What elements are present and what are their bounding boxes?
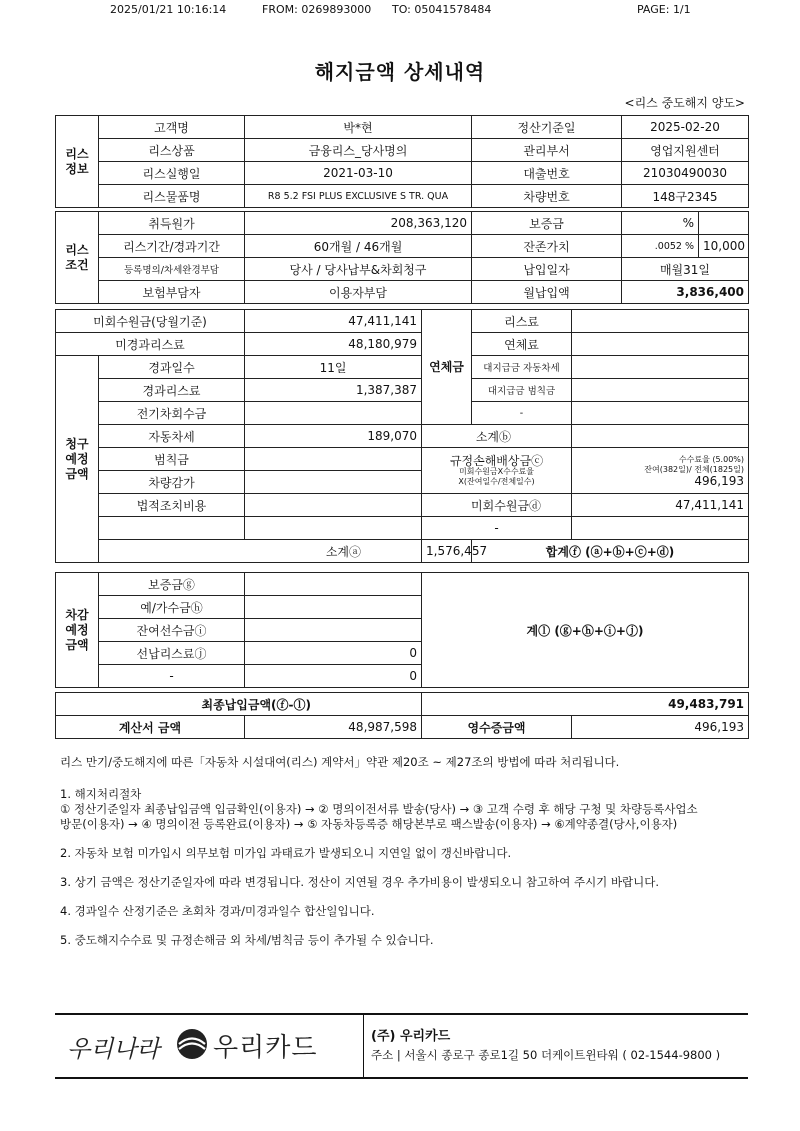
exec-date-value: 2021-03-10	[245, 162, 472, 185]
loan-number-label: 대출번호	[472, 162, 622, 185]
deduct-deposit-value	[245, 573, 422, 596]
penalty-note-1: 미회수원금X수수료율	[458, 466, 535, 476]
footer-divider	[363, 1015, 364, 1077]
claims-section: 청구예정금액	[56, 356, 99, 563]
note-2: 2. 자동차 보험 미가입시 의무보험 미가입 과태료가 발생되오니 지연일 없이 갱신바랍니다.	[60, 846, 512, 860]
fax-to: TO: 05041578484	[392, 3, 492, 16]
overdue-section: 연체금	[422, 310, 472, 425]
invoice-amount-label: 계산서 금액	[56, 716, 245, 739]
prepaid-value	[245, 619, 422, 642]
note-4: 4. 경과일수 산정기준은 초회차 경과/미경과일수 합산일입니다.	[60, 904, 375, 918]
prepaid-label: 잔여선수금ⓘ	[99, 619, 245, 642]
period-label: 리스기간/경과기간	[99, 235, 245, 258]
lease-terms-table	[55, 211, 749, 304]
prev-collect-value	[245, 402, 422, 425]
claims-subtotal-label: 소계ⓐ	[99, 540, 422, 563]
dept-label: 관리부서	[472, 139, 622, 162]
final-amount-label: 최종납입금액(ⓕ-ⓛ)	[56, 693, 422, 716]
unelapsed-label: 미경과리스료	[56, 333, 245, 356]
sub-car-tax-value	[572, 356, 749, 379]
fine-value	[245, 448, 422, 471]
sub-fine-label: 대지급금 범칙금	[472, 379, 572, 402]
penalty-label: 규정손해배상금ⓒ	[449, 453, 544, 468]
exec-date-label: 리스실행일	[99, 162, 245, 185]
unelapsed-value: 48,180,979	[245, 333, 422, 356]
receipt-amount-value: 496,193	[572, 716, 749, 739]
document-title: 해지금액 상세내역	[314, 60, 486, 84]
footer	[55, 1013, 748, 1079]
deduction-section: 차감예정금액	[56, 573, 99, 688]
item-value: R8 5.2 FSI PLUS EXCLUSIVE S TR. QUA	[245, 185, 472, 208]
logo-script: 우리나라	[67, 1035, 160, 1063]
claims-table	[55, 309, 749, 563]
penalty-value-cell	[572, 448, 749, 494]
product-label: 리스상품	[99, 139, 245, 162]
overdue-subtotal-value	[572, 425, 749, 448]
days-label: 경과일수	[99, 356, 245, 379]
legal-cost-value	[245, 494, 422, 517]
acq-cost-value: 208,363,120	[245, 212, 472, 235]
note-1-line-1: ① 정산기준일자 최종납입금액 입금확인(이용자) → ② 명의이전서류 발송(당사) → ③ 고객 수령 후 해당 구청 및 차량등록사업소	[60, 802, 698, 816]
car-tax-label: 자동차세	[99, 425, 245, 448]
depreciation-value	[245, 471, 422, 494]
penalty-rate: 수수료율 (5.00%)	[678, 454, 745, 464]
overdue-subtotal-label: 소계ⓑ	[422, 425, 572, 448]
registration-label: 등록명의/차세완경부담	[99, 258, 245, 281]
advance-lease-label: 선납리스료ⓙ	[99, 642, 245, 665]
depreciation-label: 차량감가	[99, 471, 245, 494]
note-1-title: 1. 해지처리절차	[60, 787, 142, 801]
fax-from: FROM: 0269893000	[262, 3, 372, 16]
overdue-dash-value	[572, 402, 749, 425]
monthly-payment-label: 월납입액	[472, 281, 622, 304]
receipt-amount-label: 영수증금액	[422, 716, 572, 739]
car-tax-value: 189,070	[245, 425, 422, 448]
overdue-unrecovered-label: 미회수원금ⓓ	[422, 494, 572, 517]
company-name: (주) 우리카드	[371, 1029, 451, 1044]
residual-label: 잔존가치	[472, 235, 622, 258]
temp-receipt-value	[245, 596, 422, 619]
deduct-dash-value: 0	[245, 665, 422, 688]
note-1-line-2: 방문(이용자) → ④ 명의이전 등록완료(이용자) → ⑤ 자동차등록증 해당본부로 팩스발송(이용자) → ⑥계약종결(당사,이용자)	[60, 817, 678, 831]
penalty-days: 잔여(382일)/ 전체(1825일)	[644, 464, 745, 474]
overdue-unrecovered-value: 47,411,141	[572, 494, 749, 517]
fine-label: 범칙금	[99, 448, 245, 471]
sub-car-tax-label: 대지급금 자동차세	[472, 356, 572, 379]
item-label: 리스물품명	[99, 185, 245, 208]
registration-value: 당사 / 당사납부&차회청구	[245, 258, 472, 281]
sub-fine-value	[572, 379, 749, 402]
deposit-label: 보증금	[472, 212, 622, 235]
invoice-amount-value: 48,987,598	[245, 716, 422, 739]
deduct-dash-label: -	[99, 665, 245, 688]
final-table	[55, 692, 749, 739]
lease-info-table	[55, 115, 749, 208]
pay-date-label: 납입일자	[472, 258, 622, 281]
unrecovered-value: 47,411,141	[245, 310, 422, 333]
lease-info-section: 리스정보	[56, 116, 99, 208]
woori-logo-icon	[175, 1027, 209, 1061]
overdue-fee-value	[572, 333, 749, 356]
fax-page: PAGE: 1/1	[637, 3, 691, 16]
plate-label: 차량번호	[472, 185, 622, 208]
days-value: 11일	[245, 356, 422, 379]
overdue-lease-fee-label: 리스료	[472, 310, 572, 333]
claims-subtotal-value: 1,576,457	[422, 540, 472, 563]
legal-cost-label: 법적조치비용	[99, 494, 245, 517]
deposit-pct: %	[622, 212, 699, 235]
deduction-table	[55, 572, 749, 688]
prev-collect-label: 전기차회수금	[99, 402, 245, 425]
document-subtitle: <리스 중도해지 양도>	[624, 96, 745, 110]
customer-label: 고객명	[99, 116, 245, 139]
monthly-payment-value: 3,836,400	[622, 281, 749, 304]
period-value: 60개월 / 46개월	[245, 235, 472, 258]
insurance-label: 보험부담자	[99, 281, 245, 304]
loan-number-value: 21030490030	[622, 162, 749, 185]
company-address: 주소 | 서울시 종로구 종로1길 50 더케이트윈타워 ( 02-1544-9800 )	[371, 1048, 721, 1062]
note-5: 5. 중도해지수수료 및 규정손해금 외 차세/범칙금 등이 추가될 수 있습니다.	[60, 933, 434, 947]
penalty-note-2: X(잔여일수/전체일수)	[458, 476, 535, 486]
blank-value	[245, 517, 422, 540]
residual-pct: .0052 %	[622, 235, 699, 258]
temp-receipt-label: 예/가수금ⓗ	[99, 596, 245, 619]
overdue-lease-fee-value	[572, 310, 749, 333]
deposit-value	[699, 212, 749, 235]
elapsed-fee-label: 경과리스료	[99, 379, 245, 402]
final-amount-value: 49,483,791	[422, 693, 749, 716]
notes-intro: 리스 만기/중도해지에 따른「자동차 시설대여(리스) 계약서」약관 제20조 ~ 제27조의 방법에 따라 처리됩니다.	[60, 755, 620, 769]
residual-value: 10,000	[699, 235, 749, 258]
dept-value: 영업지원센터	[622, 139, 749, 162]
fax-datetime: 2025/01/21 10:16:14	[110, 3, 227, 16]
note-3: 3. 상기 금액은 정산기준일자에 따라 변경됩니다. 정산이 지연될 경우 추가비용이 발생되오니 참고하여 주시기 바랍니다.	[60, 875, 660, 889]
deduct-deposit-label: 보증금ⓖ	[99, 573, 245, 596]
penalty-cell	[422, 448, 572, 494]
grand-total-label: 합계ⓕ (ⓐ+ⓑ+ⓒ+ⓓ)	[472, 540, 749, 563]
insurance-value: 이용자부담	[245, 281, 472, 304]
elapsed-fee-value: 1,387,387	[245, 379, 422, 402]
overdue-dash: -	[472, 402, 572, 425]
logo-text: 우리카드	[213, 1033, 318, 1063]
advance-lease-value: 0	[245, 642, 422, 665]
lease-terms-section: 리스조건	[56, 212, 99, 304]
acq-cost-label: 취득원가	[99, 212, 245, 235]
deduction-total-label: 계ⓛ (ⓖ+ⓗ+ⓘ+ⓙ)	[422, 573, 749, 688]
plate-value: 148구2345	[622, 185, 749, 208]
unrecovered-label: 미회수원금(당월기준)	[56, 310, 245, 333]
overdue-dash-2: -	[422, 517, 572, 540]
blank-label	[99, 517, 245, 540]
pay-date-value: 매월31일	[622, 258, 749, 281]
settle-date-label: 정산기준일	[472, 116, 622, 139]
product-value: 금융리스_당사명의	[245, 139, 472, 162]
customer-value: 박*현	[245, 116, 472, 139]
penalty-value: 496,193	[694, 473, 745, 488]
settle-date-value: 2025-02-20	[622, 116, 749, 139]
notes	[60, 755, 760, 962]
overdue-fee-label: 연체료	[472, 333, 572, 356]
